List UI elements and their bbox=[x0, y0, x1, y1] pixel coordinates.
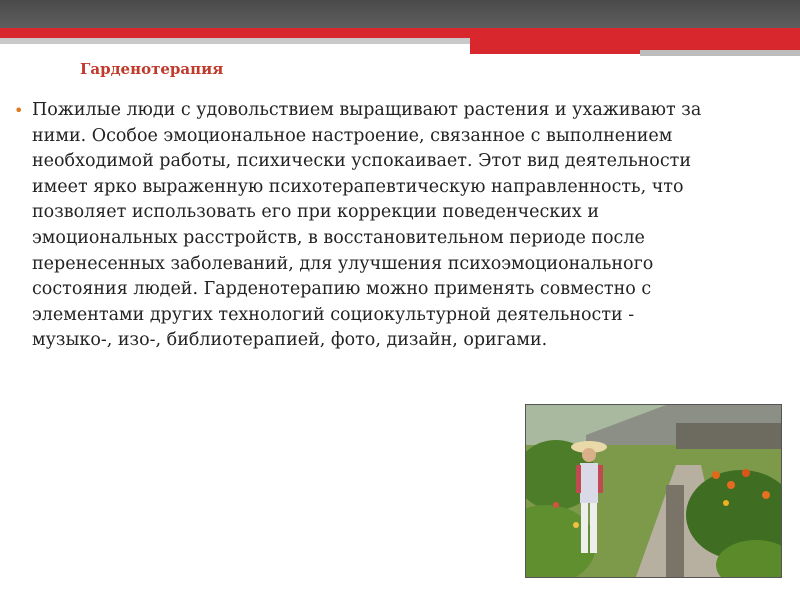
bullet-item bbox=[14, 98, 719, 354]
garden-photo bbox=[525, 404, 782, 578]
header-stripe-gray-right bbox=[640, 50, 800, 56]
garden-photo-illustration bbox=[526, 405, 781, 577]
slide-title: Гарденотерапия bbox=[80, 60, 224, 78]
bullet-icon: • bbox=[14, 101, 24, 120]
bullet-text: Пожилые люди с удовольствием выращивают растения и ухаживают за ними. Особое эмоциональное настроение, связанное с выполнением необходимой работы, психически успокаивает. Этот вид деятельности имеет ярко выраженную психотерапевтическую направленность, что позволяет использовать его при коррекции поведенческих и эмоциональных расстройств, в восстановительном периоде после перенесенных заболеваний, для улучшения психоэмоционального состояния людей. Гарденотерапию можно применять совместно с элементами других технологий социокультурной деятельности - музыко-, изо-, библиотерапией, фото, дизайн, оригами. bbox=[32, 100, 702, 351]
header-stripe-red bbox=[0, 28, 800, 38]
header-bar bbox=[0, 0, 800, 28]
header-stripe-gray bbox=[0, 38, 470, 44]
